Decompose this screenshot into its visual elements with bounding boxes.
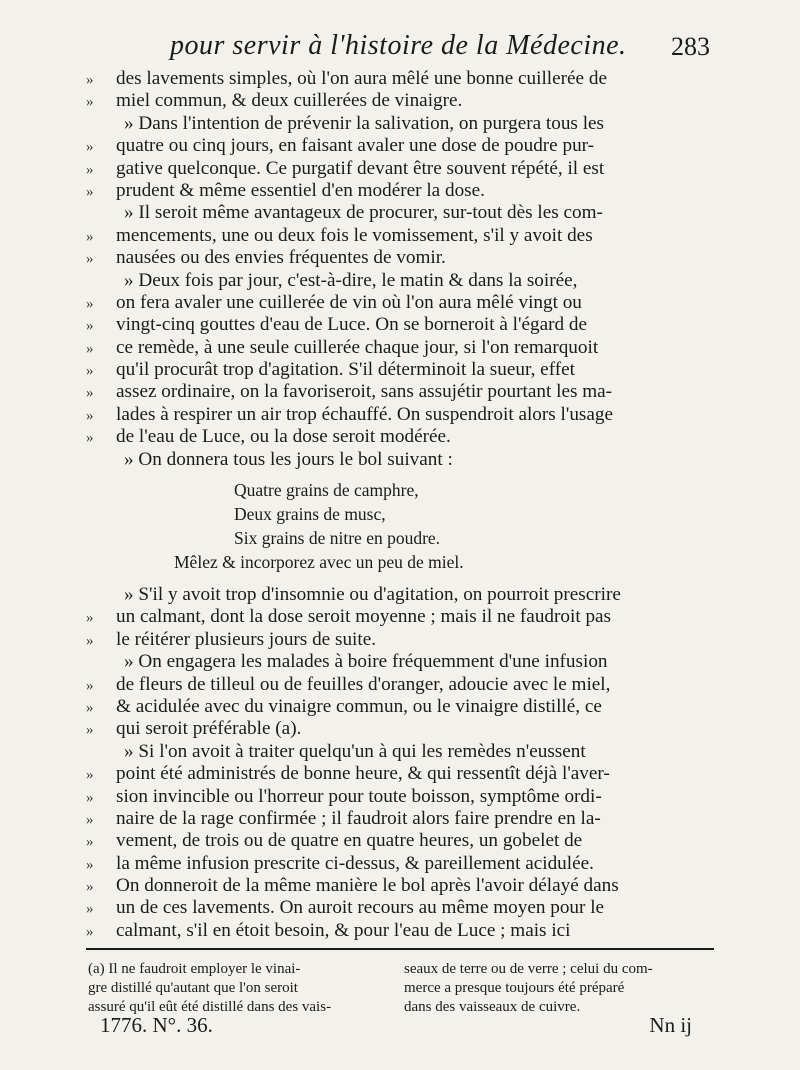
line-text: la même infusion prescrite ci-dessus, & pareillement acidulée. <box>116 852 594 874</box>
text-line <box>86 584 726 606</box>
footnote-line: seaux de terre ou de verre ; celui du com- <box>404 961 653 977</box>
quote-mark: » <box>86 767 94 784</box>
quote-mark: » <box>86 385 94 402</box>
footnote-line: gre distillé qu'autant que l'on seroit <box>88 980 298 996</box>
text-line <box>86 225 726 247</box>
quote-mark: » <box>86 363 94 380</box>
line-text: point été administrés de bonne heure, & qui ressentît déjà l'aver- <box>116 763 610 785</box>
text-line <box>86 875 726 897</box>
quote-mark: » <box>86 72 94 88</box>
quote-mark: » <box>86 722 94 739</box>
line-text: sion invincible ou l'horreur pour toute boisson, symptôme ordi- <box>116 785 602 807</box>
text-line <box>86 404 726 426</box>
line-text: quatre ou cinq jours, en faisant avaler une dose de poudre pur- <box>116 135 595 157</box>
line-text: » Il seroit même avantageux de procurer, sur-tout dès les com- <box>124 202 603 224</box>
line-text: assez ordinaire, on la favoriseroit, sans assujétir pourtant les ma- <box>116 381 613 403</box>
line-text: qui seroit préférable (a). <box>116 718 302 740</box>
line-text: ce remède, à une seule cuillerée chaque jour, si l'on remarquoit <box>116 336 599 358</box>
quote-mark: » <box>86 879 94 896</box>
line-text: de l'eau de Luce, ou la dose seroit modérée. <box>116 426 451 448</box>
line-text: miel commun, & deux cuillerées de vinaigre. <box>116 90 463 112</box>
quote-mark: » <box>86 610 94 627</box>
line-text: On donneroit de la même manière le bol après l'avoir délayé dans <box>116 875 619 897</box>
line-text: on fera avaler une cuillerée de vin où l'on aura mêlé vingt ou <box>116 291 582 313</box>
quote-mark: » <box>86 856 94 873</box>
text-line <box>86 135 726 157</box>
quote-mark: » <box>86 228 94 245</box>
text-line <box>86 629 726 651</box>
quote-mark: » <box>86 834 94 851</box>
line-text: naire de la rage confirmée ; il faudroit alors faire prendre en la- <box>116 807 601 829</box>
quote-mark: » <box>86 901 94 918</box>
line-text: un calmant, dont la dose seroit moyenne ; mais il ne faudroit pas <box>116 606 612 628</box>
text-line <box>86 786 726 808</box>
text-line <box>86 741 726 763</box>
quote-mark: » <box>86 295 94 312</box>
text-line <box>86 763 726 785</box>
text-line <box>86 314 726 336</box>
text-line <box>86 359 726 381</box>
text-line <box>86 337 726 359</box>
line-text: prudent & même essentiel d'en modérer la dose. <box>116 179 485 201</box>
paragraphs-part-1 <box>86 68 726 471</box>
line-text: un de ces lavements. On auroit recours au même moyen pour le <box>116 897 605 919</box>
quote-mark: » <box>86 699 94 716</box>
footnote-line: merce a presque toujours été préparé <box>404 980 625 996</box>
text-line <box>86 674 726 696</box>
quote-mark: » <box>86 183 94 200</box>
quote-mark: » <box>86 161 94 178</box>
line-text: vement, de trois ou de quatre en quatre heures, un gobelet de <box>116 830 583 852</box>
line-text: vingt-cinq gouttes d'eau de Luce. On se borneroit à l'égard de <box>116 314 587 336</box>
text-line <box>86 606 726 628</box>
line-text: » Dans l'intention de prévenir la salivation, on purgera tous les <box>124 112 605 134</box>
footnote-line: assuré qu'il eût été distillé dans des vais- <box>88 999 332 1015</box>
footnote-line: (a) Il ne faudroit employer le vinai- <box>88 961 301 977</box>
quote-mark: » <box>86 811 94 828</box>
text-line <box>86 158 726 180</box>
line-text: gative quelconque. Ce purgatif devant être souvent répété, il est <box>116 157 605 179</box>
text-line <box>86 830 726 852</box>
quote-mark: » <box>86 340 94 357</box>
quote-mark: » <box>86 251 94 268</box>
text-line <box>86 920 726 942</box>
footnote-rule <box>86 948 714 950</box>
text-line <box>86 68 726 90</box>
line-text: le réitérer plusieurs jours de suite. <box>116 628 377 650</box>
text-line <box>86 808 726 830</box>
line-text: qu'il procurât trop d'agitation. S'il déterminoit la sueur, effet <box>116 359 575 381</box>
quote-mark: » <box>86 430 94 447</box>
main-text <box>86 68 726 941</box>
recipe-item: Deux grains de musc, <box>234 504 386 524</box>
text-line <box>86 180 726 202</box>
text-line <box>86 449 726 471</box>
line-text: » S'il y avoit trop d'insomnie ou d'agitation, on pourroit prescrire <box>124 584 621 605</box>
recipe <box>86 478 726 574</box>
footnote-right-column <box>404 960 704 1017</box>
text-line <box>86 202 726 224</box>
line-text: & acidulée avec du vinaigre commun, ou le vinaigre distillé, ce <box>116 695 602 717</box>
text-line <box>86 426 726 448</box>
text-line <box>86 292 726 314</box>
text-line <box>86 90 726 112</box>
line-text: nausées ou des envies fréquentes de vomir. <box>116 247 446 269</box>
text-line <box>86 247 726 269</box>
quote-mark: » <box>86 94 94 111</box>
line-text: » On donnera tous les jours le bol suivant : <box>124 448 453 470</box>
text-line <box>86 897 726 919</box>
quote-mark: » <box>86 789 94 806</box>
paragraphs-part-2 <box>86 584 726 942</box>
line-text: » Deux fois par jour, c'est-à-dire, le matin & dans la soirée, <box>124 269 578 291</box>
line-text: mencements, une ou deux fois le vomissement, s'il y avoit des <box>116 224 593 246</box>
text-line <box>86 270 726 292</box>
signature-line <box>100 1013 700 1041</box>
line-text: des lavements simples, où l'on aura mêlé une bonne cuillerée de <box>116 68 607 89</box>
page-number: 283 <box>671 32 710 61</box>
line-text: calmant, s'il en étoit besoin, & pour l'eau de Luce ; mais ici <box>116 919 571 941</box>
signature-mark: Nn ij <box>649 1013 692 1037</box>
recipe-instruction: Mêlez & incorporez avec un peu de miel. <box>174 552 464 572</box>
line-text: » Si l'on avoit à traiter quelqu'un à qui les remèdes n'eussent <box>124 740 586 762</box>
quote-mark: » <box>86 677 94 694</box>
quote-mark: » <box>86 139 94 156</box>
text-line <box>86 696 726 718</box>
recipe-item: Six grains de nitre en poudre. <box>234 528 441 548</box>
footnote-line: dans des vaisseaux de cuivre. <box>404 999 581 1015</box>
text-line <box>86 651 726 673</box>
text-line <box>86 718 726 740</box>
footnote-left-column <box>88 960 388 1017</box>
recipe-item: Quatre grains de camphre, <box>234 480 419 500</box>
line-text: » On engagera les malades à boire fréquemment d'une infusion <box>124 651 608 673</box>
text-line <box>86 853 726 875</box>
page-header <box>150 30 710 70</box>
text-line <box>86 381 726 403</box>
quote-mark: » <box>86 923 94 940</box>
line-text: de fleurs de tilleul ou de feuilles d'oranger, adoucie avec le miel, <box>116 673 611 695</box>
running-title: pour servir à l'histoire de la Médecine. <box>170 30 627 61</box>
quote-mark: » <box>86 318 94 335</box>
issue-marker: 1776. N°. 36. <box>100 1013 213 1037</box>
quote-mark: » <box>86 407 94 424</box>
quote-mark: » <box>86 632 94 649</box>
line-text: lades à respirer un air trop échauffé. On suspendroit alors l'usage <box>116 403 614 425</box>
text-line <box>86 113 726 135</box>
